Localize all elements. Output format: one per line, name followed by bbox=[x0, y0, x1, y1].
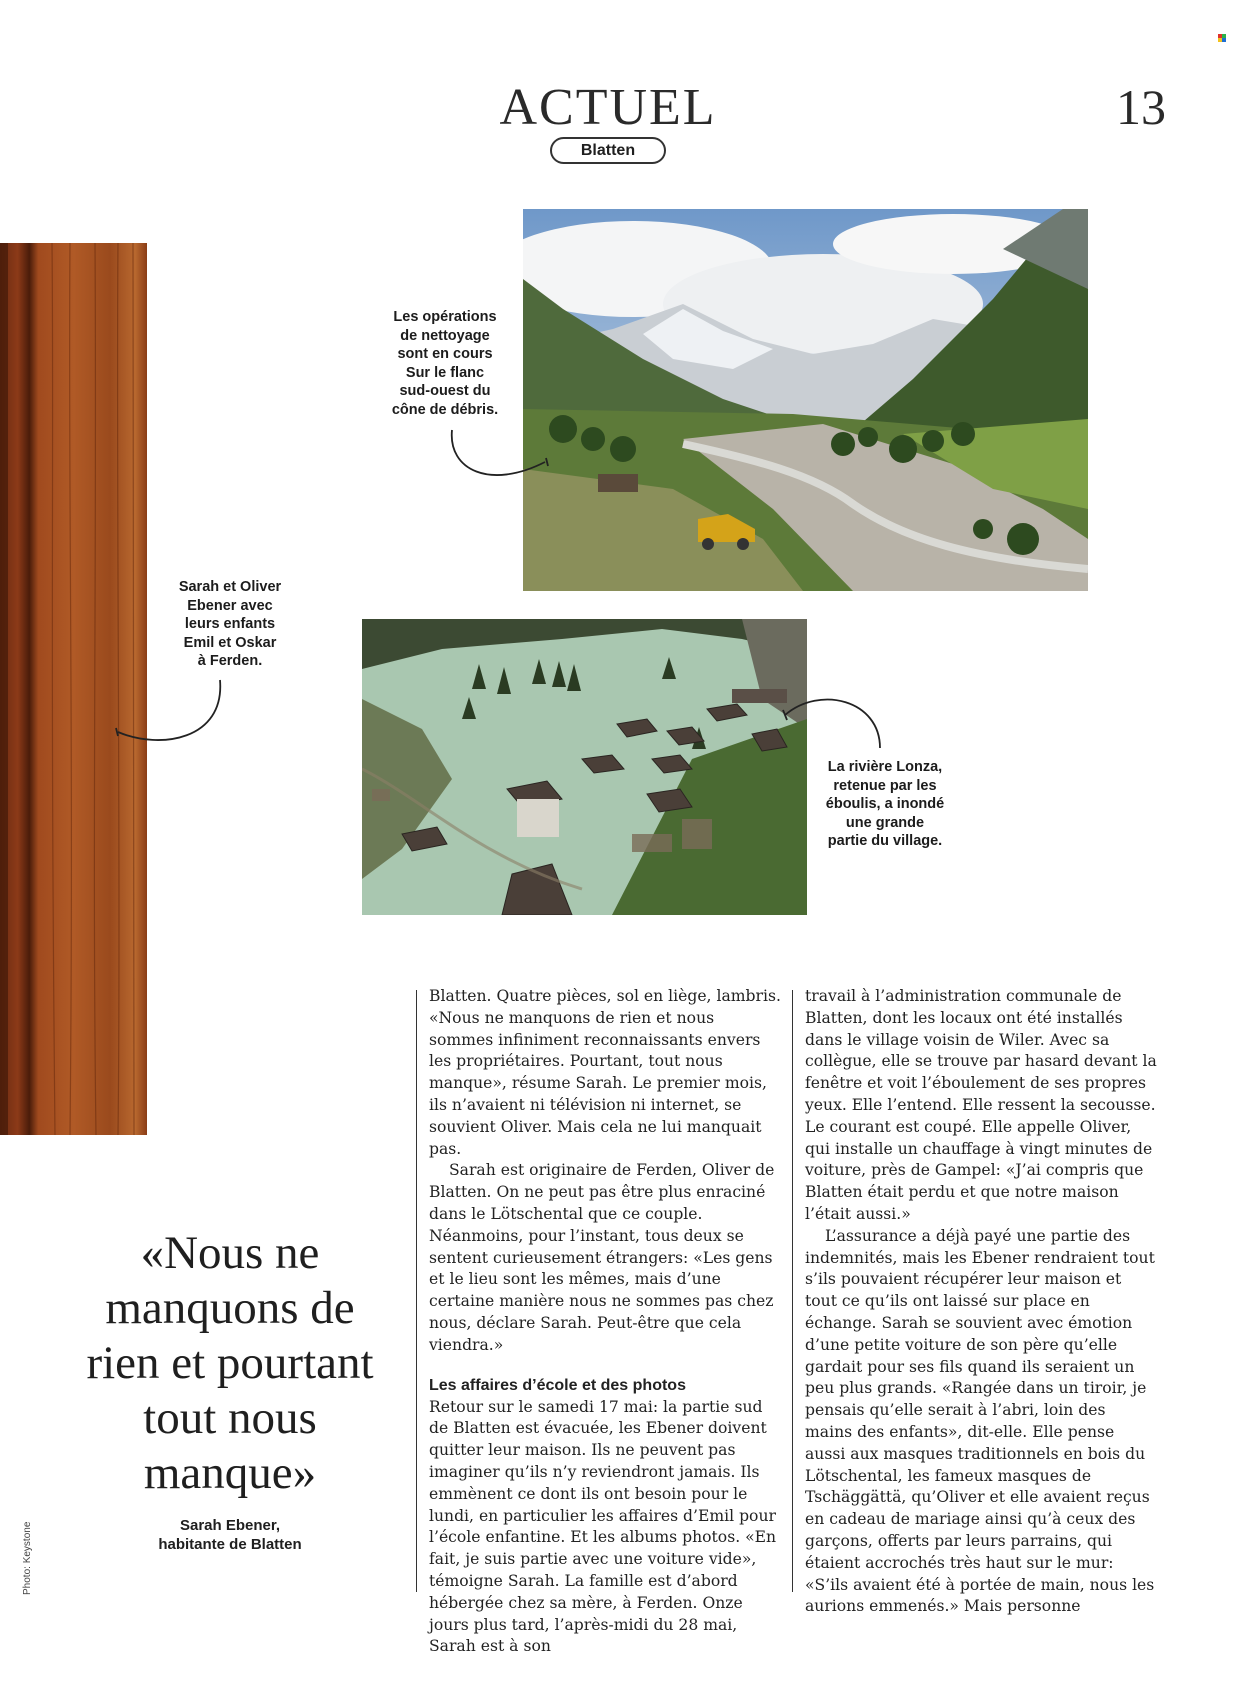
article-column-2 bbox=[805, 986, 1157, 1618]
article-paragraph: Blatten. Quatre pièces, sol en liège, lambris. «Nous ne manquons de rien et nous sommes infiniment reconnaissants envers les propriétaires. Pourtant, tout nous manque», résume Sarah. Le premier mois, ils n’avaient ni télévision ni internet, se souvient Oliver. Mais cela ne lui manquait pas. bbox=[429, 987, 781, 1158]
article-paragraph: Retour sur le samedi 17 mai: la partie sud de Blatten est évacuée, les Ebener doivent quitter leur maison. Ils ne peuvent pas imaginer qu’ils n’y reviendront jamais. Ils emmènent ce dont ils ont besoin pour le lundi, en particulier les affaires d’Emil pour l’école enfantine. Et les albums photos. «En fait, je suis partie avec une voiture vide», témoigne Sarah. La famille est d’abord hébergée chez sa mère, à Ferden. Onze jours plus tard, l’après-midi du 28 mai, Sarah est à son bbox=[429, 1397, 777, 1656]
column-rule-left bbox=[416, 990, 417, 1592]
column-rule-middle bbox=[792, 990, 793, 1592]
article-paragraph: Sarah est originaire de Ferden, Oliver de Blatten. On ne peut pas être plus enraciné dans le Lötschental que ce couple. Néanmoins, pour l’instant, tous deux se sentent curieusement étrangers: «Les gens et le lieu sont les mêmes, mais d’une certaine manière nous ne sommes pas chez nous, déclare Sarah. Peut-être que cela viendra.» bbox=[429, 1161, 775, 1354]
section-title: ACTUEL bbox=[499, 79, 717, 136]
page-number: 13 bbox=[1116, 79, 1166, 135]
article-subhead: Les affaires d’école et des photos bbox=[429, 1376, 686, 1394]
photo-credit: Photo: Keystone bbox=[22, 1521, 33, 1595]
caption-family: Sarah et Oliver Ebener avec leurs enfants Emil et Oskar à Ferden. bbox=[178, 579, 282, 669]
pull-quote: «Nous ne manquons de rien et pourtant tout nous manque» bbox=[86, 1227, 374, 1499]
quote-author: Sarah Ebener, bbox=[179, 1517, 281, 1534]
article-column-1 bbox=[429, 986, 781, 1658]
quote-author-role: habitante de Blatten bbox=[158, 1536, 302, 1553]
quote-attribution bbox=[70, 1516, 390, 1554]
section-tag: Blatten bbox=[550, 137, 666, 164]
article-paragraph: L’assurance a déjà payé une partie des indemnités, mais les Ebener rendraient tout s’ils pouvaient récupérer leur maison et tout ce qu’ils ont laissé sur place en échange. Sarah se souvient avec émotion d’une petite voiture de son père qu’elle gardait pour ses fils quand ils seraient un peu plus grands. «Rangée dans un tiroir, je pensais qu’elle serait à l’abri, loin des mains des enfants», dit-elle. Elle pense aussi aux masques traditionnels en bois du Lötschental, les fameux masques de Tschäggättä, qu’Oliver et elle avaient reçus en cadeau de mariage ainsi qu’à ceux des garçons, offerts par leurs parrains, qui étaient accrochés très haut sur le mur: «S’ils avaient été à portée de main, nous les aurions emmenés.» Mais personne bbox=[805, 1226, 1155, 1616]
caption-flood: La rivière Lonza, retenue par les éboulis, a inondé une grande partie du village. bbox=[825, 759, 945, 849]
article-paragraph: travail à l’administration communale de Blatten, dont les locaux ont été installés dans le village voisin de Wiler. Avec sa collègue, elle se trouve par hasard devant la fenêtre et voit l’éboulement de ses propres yeux. Elle l’entend. Elle ressent la secousse. Le courant est coupé. Elle appelle Oliver, qui installe un chauffage à vingt minutes de voiture, près de Gampel: «J’ai compris que Blatten était perdu et que notre maison l’était aussi.» bbox=[805, 987, 1157, 1223]
caption-cleanup: Les opérations de nettoyage sont en cours Sur le flanc sud-ouest du cône de débris. bbox=[391, 309, 499, 418]
